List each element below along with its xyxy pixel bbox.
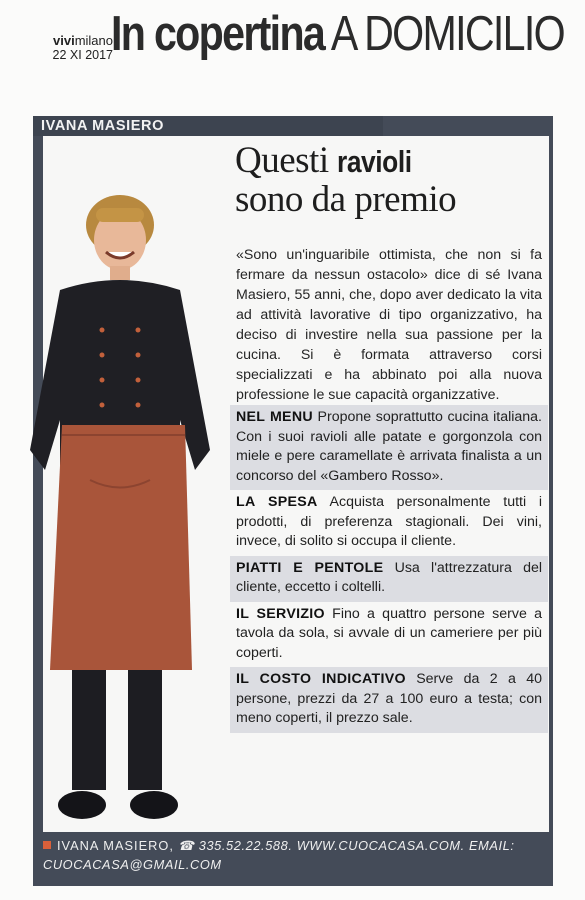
lead-paragraph: «Sono un'inguaribile ottimista, che non si fa fermare da nessun ostacolo» dice di sé Ivana Masiero, 55 anni, che, dopo aver dedicato la vita ad attività lavorative di tipo organizzativo, ha deciso di investire nella sua passione per la cucina. Si è formata attraverso corsi specializzati e ha abbinato poi alla nuova professione le sue capacità organizzative. (236, 247, 542, 403)
masthead-meta (18, 34, 113, 62)
contact-website[interactable]: WWW.CUOCACASA.COM. (296, 838, 465, 853)
section-title: In copertina (111, 7, 325, 61)
section-il-costo-indicativo: IL COSTO INDICATIVO Serve da 2 a 40 persone, prezzi da 27 a 100 euro a testa; con meno coperti, il prezzo sale. (230, 667, 548, 733)
headline: Questi ravioli sono da premio (235, 140, 457, 220)
section-la-spesa: LA SPESA Acquista personalmente tutti i prodotti, di preferenza stagionali. Dei vini, invece, di solito si occupa il cliente. (236, 494, 542, 549)
section-nel-menu: NEL MENU Propone soprattutto cucina italiana. Con i suoi ravioli alle patate e gorgonzola con miele e pere caramellate è arrivata finalista a un concorso del «Gambero Rosso». (230, 405, 548, 490)
brand-logo: vivimilano (53, 33, 113, 48)
section-heading (111, 6, 564, 62)
section-piatti-e-pentole: PIATTI E PENTOLE Usa l'attrezzatura del cliente, eccetto i coltelli. (230, 556, 548, 602)
contact-footer (43, 836, 549, 874)
contact-name: IVANA MASIERO, (57, 838, 174, 853)
article-body (230, 136, 548, 733)
bullet-square-icon (43, 841, 51, 849)
chef-photo (20, 180, 230, 830)
section-il-servizio: IL SERVIZIO Fino a quattro persone serve a tavola da sola, si avvale di un cameriere per più coperti. (236, 605, 542, 661)
author-tab: IVANA MASIERO (33, 116, 383, 136)
issue-date: 22 XI 2017 (52, 48, 113, 62)
contact-phone[interactable]: ☎ 335.52.22.588. (178, 838, 293, 853)
section-subtitle: A DOMICILIO (330, 7, 564, 61)
contact-email[interactable]: EMAIL: CUOCACASA@GMAIL.COM (43, 838, 515, 872)
